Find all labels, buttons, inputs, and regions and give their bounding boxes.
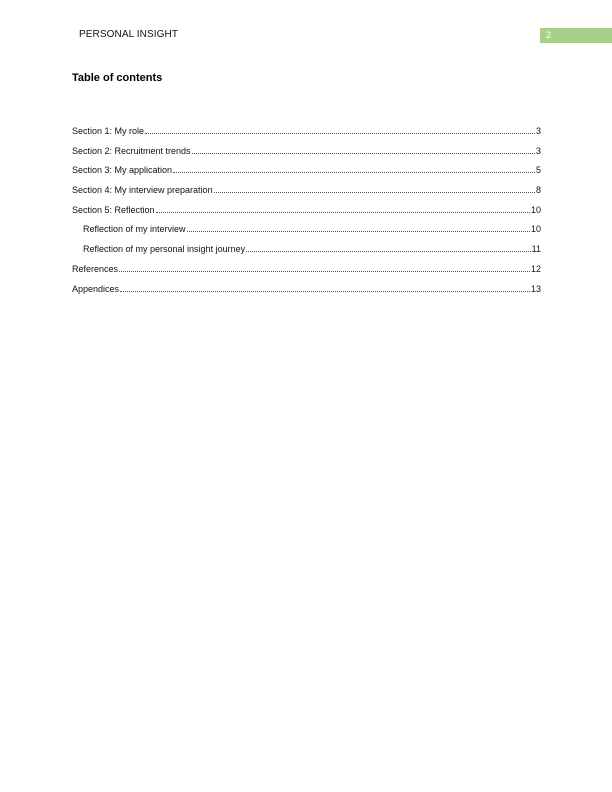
toc-dot-leader bbox=[187, 230, 530, 232]
toc-entry-page: 10 bbox=[530, 224, 541, 235]
toc-entry-label: Section 2: Recruitment trends bbox=[72, 145, 191, 156]
toc-dot-leader bbox=[192, 152, 535, 154]
toc-entry-page: 8 bbox=[535, 185, 541, 196]
toc-list bbox=[72, 126, 541, 303]
toc-entry-label: Section 5: Reflection bbox=[72, 204, 155, 215]
header-title: PERSONAL INSIGHT bbox=[79, 29, 179, 40]
toc-subentry[interactable] bbox=[72, 224, 541, 244]
toc-entry[interactable] bbox=[72, 126, 541, 146]
toc-dot-leader bbox=[145, 132, 535, 134]
toc-entry-page: 3 bbox=[535, 126, 541, 136]
toc-dot-leader bbox=[156, 211, 530, 213]
toc-entry[interactable] bbox=[72, 185, 541, 205]
toc-dot-leader bbox=[246, 250, 531, 252]
toc-heading: Table of contents bbox=[72, 72, 163, 84]
toc-dot-leader bbox=[173, 171, 535, 173]
toc-entry-label: Section 4: My interview preparation bbox=[72, 185, 213, 196]
toc-entry-label: References bbox=[72, 263, 119, 274]
toc-entry-page: 11 bbox=[531, 244, 541, 255]
toc-entry[interactable] bbox=[72, 284, 541, 304]
toc-dot-leader bbox=[214, 191, 535, 193]
toc-entry-page: 12 bbox=[530, 263, 541, 274]
page-number-box bbox=[540, 28, 612, 43]
toc-entry[interactable] bbox=[72, 264, 541, 284]
toc-entry-label: Reflection of my personal insight journey bbox=[83, 244, 246, 255]
toc-entry-page: 3 bbox=[535, 145, 541, 156]
toc-entry-label: Section 3: My application bbox=[72, 165, 173, 176]
toc-entry-page: 13 bbox=[530, 283, 541, 294]
toc-entry-page: 10 bbox=[530, 204, 541, 215]
toc-entry[interactable] bbox=[72, 165, 541, 185]
toc-entry-label: Reflection of my interview bbox=[83, 224, 186, 235]
page-number: 2 bbox=[546, 30, 552, 40]
toc-entry-page: 5 bbox=[535, 165, 541, 176]
toc-entry[interactable] bbox=[72, 205, 541, 225]
toc-subentry[interactable] bbox=[72, 244, 541, 264]
toc-entry-label: Appendices bbox=[72, 283, 120, 294]
toc-dot-leader bbox=[119, 270, 530, 272]
toc-dot-leader bbox=[120, 290, 530, 292]
toc-entry[interactable] bbox=[72, 146, 541, 166]
page-header bbox=[0, 28, 612, 44]
toc-entry-label: Section 1: My role bbox=[72, 126, 145, 136]
